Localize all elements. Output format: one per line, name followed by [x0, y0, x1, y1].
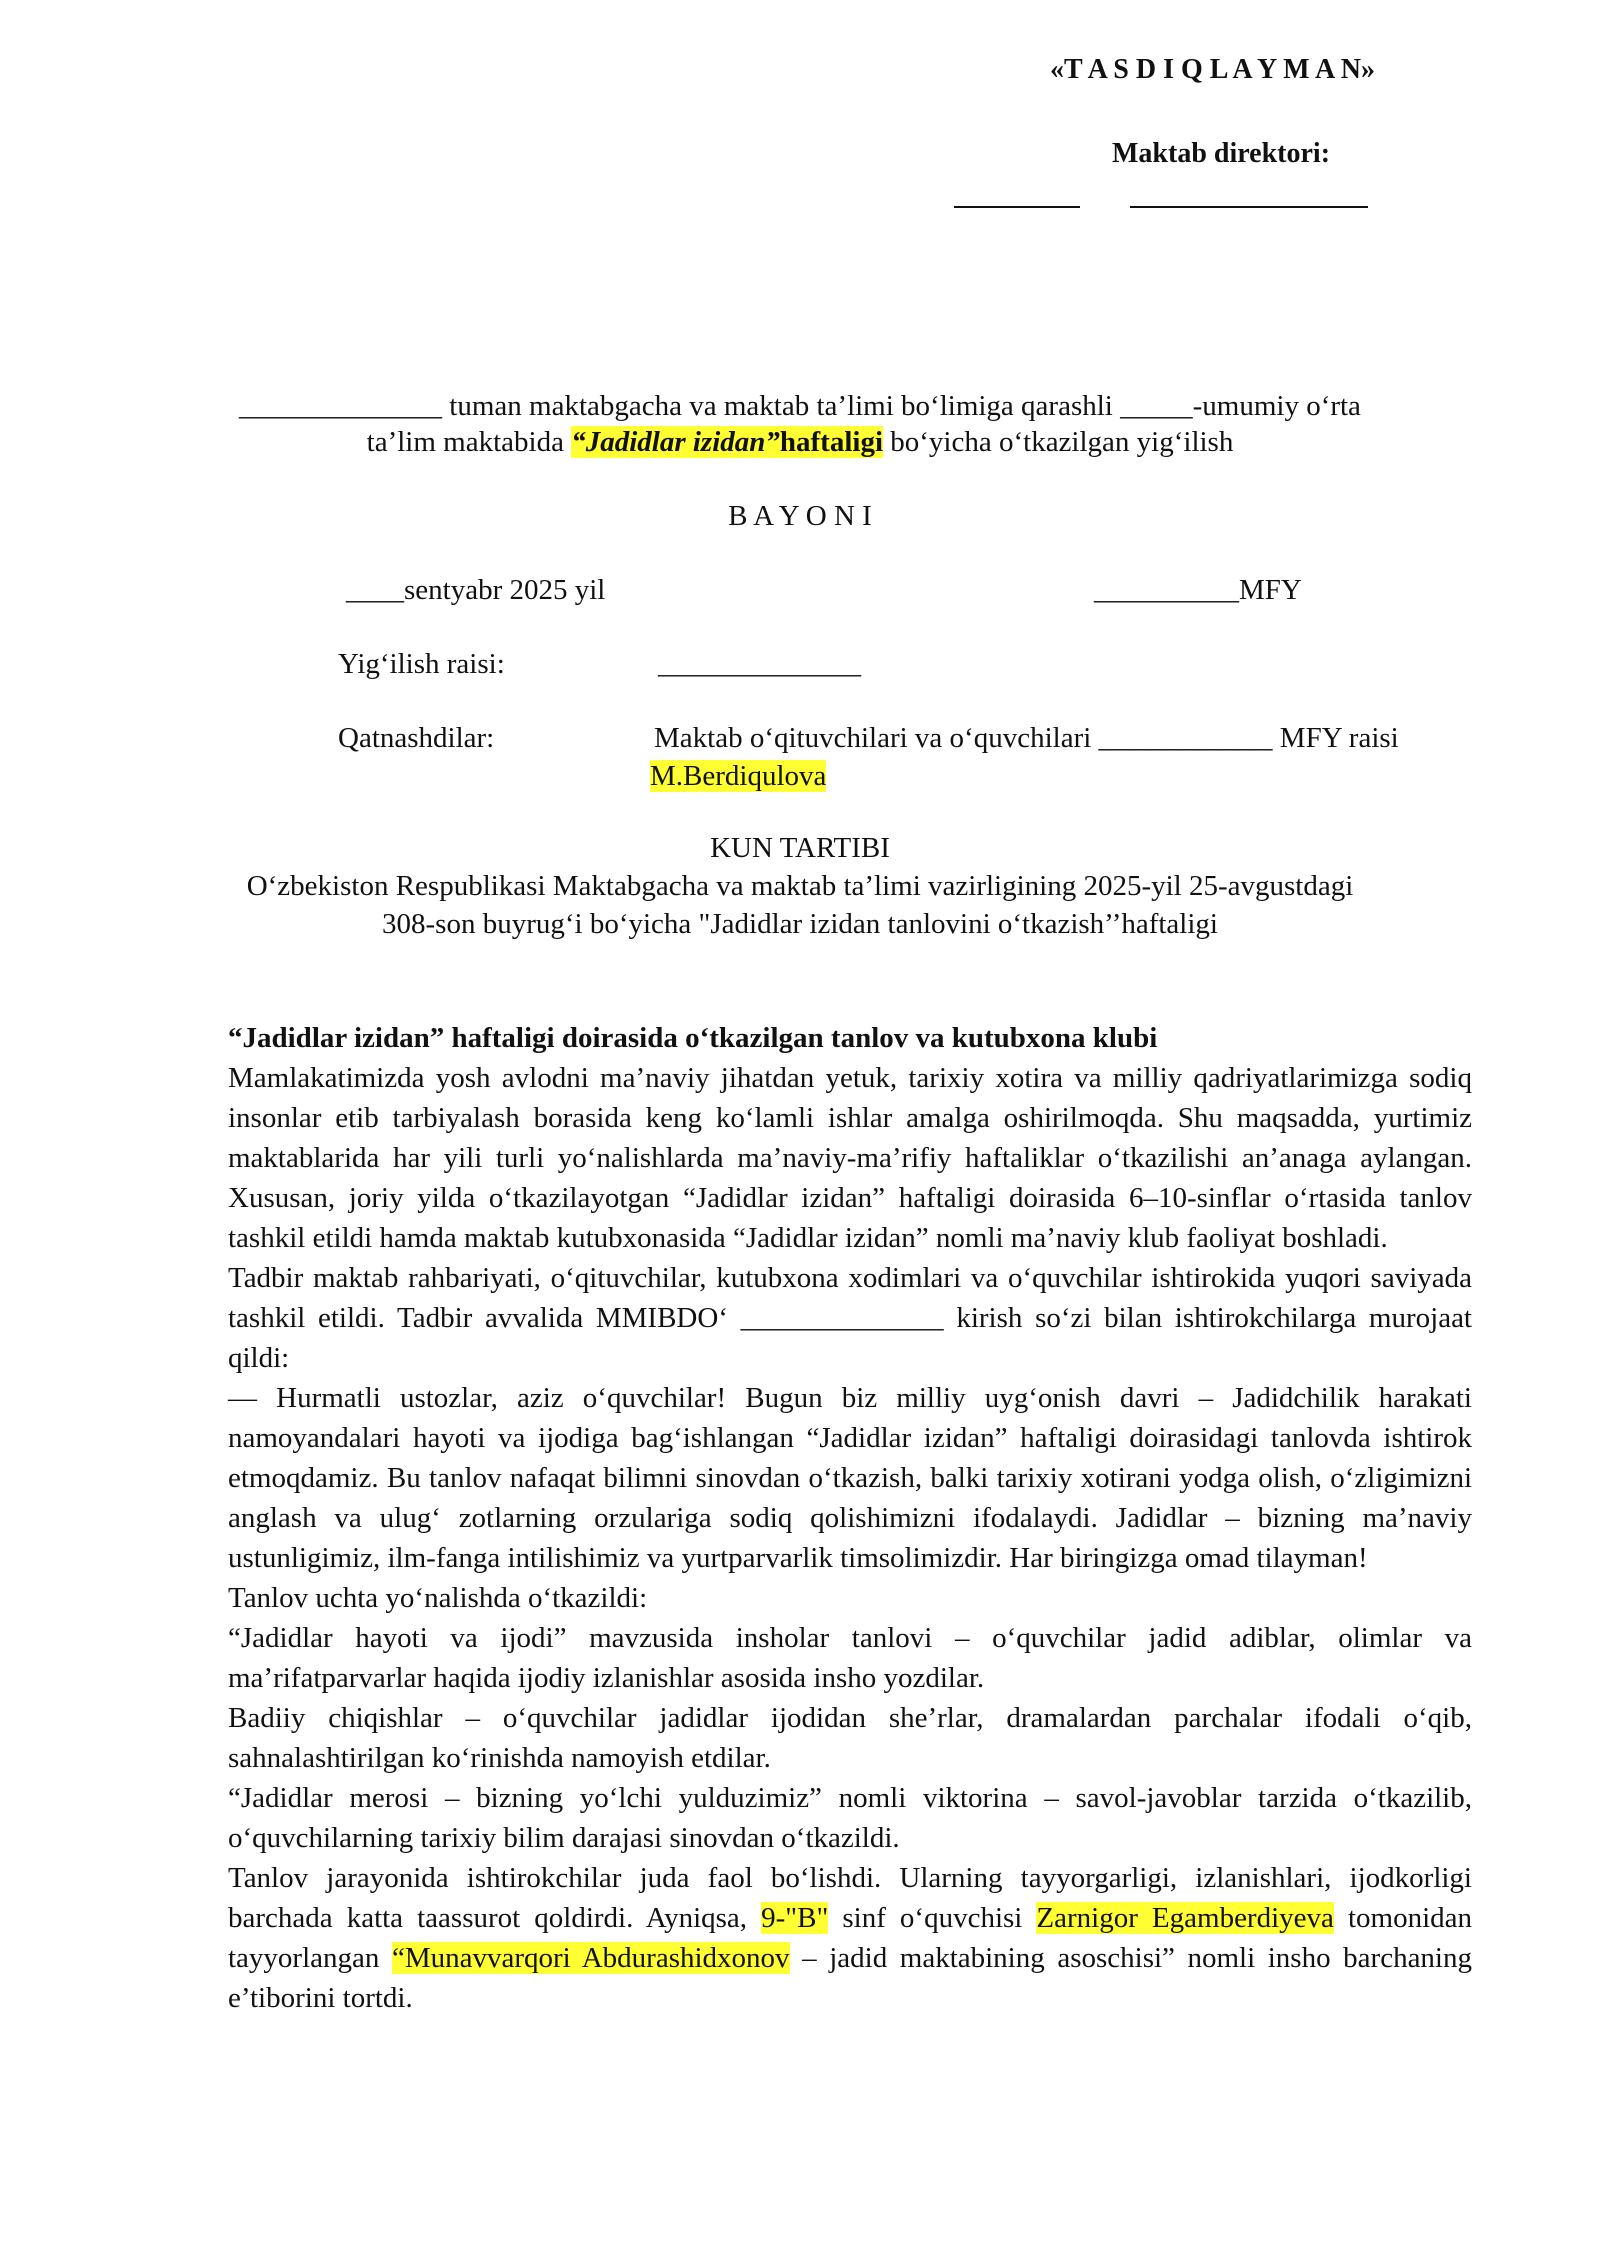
director-name-line: [1130, 206, 1368, 208]
agenda-heading: KUN TARTIBI: [710, 832, 890, 864]
chair-blank: ______________: [658, 648, 861, 680]
chair-label: Yig‘ilish raisi:: [338, 648, 505, 680]
paragraph-speech: — Hurmatli ustozlar, aziz o‘quvchilar! Bugun biz milliy uyg‘onish davri – Jadidchilik harakati namoyandalari hayoti va ijodiga bag‘ishlangan “Jadidlar izidan” haftaligi doirasidagi tanlovda ishtirok etmoqdamiz. Bu tanlov nafaqat bilimni sinovdan o‘tkazish, balki tarixiy xotirani yodga olish, o‘zligimizni anglash va ulug‘ zotlarning orzulariga sodiq qolishimizni ifodalaydi. Jadidlar – bizning ma’naviy ustunligimiz, ilm-fanga intilishimiz va yurtparvarlik timsolimizdir. Har biringizga omad tilayman!: [228, 1382, 1472, 1574]
signature-line: [954, 206, 1080, 208]
paragraph-results: Tanlov jarayonida ishtirokchilar juda faol bo‘lishdi. Ularning tayyorgarligi, izlanishlari, ijodkorligi barchada katta taassurot qoldirdi. Ayniqsa, 9-"B" sinf o‘quvchisi Zarnigor Egamberdiyeva tomonidan tayyorlangan “Munavvarqori Abdurashidxonov – jadid maktabining asoschisi” nomli insho barchaning e’tiborini tortdi.: [228, 1862, 1473, 2014]
agenda-line-2: 308-son buyrug‘i bo‘yicha "Jadidlar izidan tanlovini o‘tkazish’’haftaligi: [382, 908, 1218, 940]
paragraph-quiz: “Jadidlar merosi – bizning yo‘lchi yulduzimiz” nomli viktorina – savol-javoblar tarzida o‘tkazilib, o‘quvchilarning tarixiy bilim darajasi sinovdan o‘tkazildi.: [228, 1782, 1472, 1854]
meeting-date: ____sentyabr 2025 yil: [346, 574, 606, 606]
document-title: B A Y O N I: [728, 500, 872, 532]
district-blank: ______________: [239, 390, 443, 422]
paragraph-essays: “Jadidlar hayoti va ijodi” mavzusida insholar tanlovi – o‘quvchilar jadid adiblar, olimlar va ma’rifatparvarlar haqida ijodiy izlanishlar asosida insho yozdilar.: [228, 1622, 1472, 1694]
paragraph-performances: Badiiy chiqishlar – o‘quvchilar jadidlar ijodidan she’rlar, dramalardan parchalar ifodali o‘qib, sahnalashtirilgan ko‘rinishda namoyish etdilar.: [228, 1702, 1472, 1774]
mfy-field: __________MFY: [1094, 574, 1302, 606]
report-body: [228, 1018, 1472, 2018]
agenda-line-1: O‘zbekiston Respublikasi Maktabgacha va maktab ta’limi vazirligining 2025-yil 25-avgustdagi: [246, 870, 1354, 902]
participant-name: M.Berdiqulova: [650, 760, 827, 792]
participants-label: Qatnashdilar:: [338, 722, 495, 754]
student-highlight: Zarnigor Egamberdiyeva: [1036, 1902, 1334, 1934]
participants-text: Maktab o‘qituvchilari va o‘quvchilari ____________ MFY raisi: [654, 722, 1399, 754]
school-number-blank: _____: [1120, 390, 1193, 422]
paragraph-event: Tadbir maktab rahbariyati, o‘qituvchilar, kutubxona xodimlari va o‘quvchilar ishtirokida yuqori saviyada tashkil etildi. Tadbir avvalida MMIBDO‘ ______________ kirish so‘zi bilan ishtirokchilarga murojaat qildi:: [228, 1262, 1472, 1374]
paragraph-intro: Mamlakatimizda yosh avlodni ma’naviy jihatdan yetuk, tarixiy xotira va milliy qadriyatlarimizga sodiq insonlar etib tarbiyalash borasida keng ko‘lamli ishlar amalga oshirilmoqda. Shu maqsadda, yurtimiz maktablarida har yili turli yo‘nalishlarda ma’naviy-ma’rifiy haftaliklar o‘tkazilishi an’anaga aylangan. Xususan, joriy yilda o‘tkazilayotgan “Jadidlar izidan” haftaligi doirasida 6–10-sinflar o‘rtasida tanlov tashkil etildi hamda maktab kutubxonasida “Jadidlar izidan” nomli ma’naviy klub faoliyat boshladi.: [228, 1062, 1472, 1254]
title-line-2: ta’lim maktabida “Jadidlar izidan”haftaligi bo‘yicha o‘tkazilgan yig‘ilish: [366, 426, 1234, 458]
director-label: Maktab direktori:: [1112, 138, 1331, 169]
title-line-1: ______________ tuman maktabgacha va maktab ta’limi bo‘limiga qarashli _____-umumiy o‘rta: [239, 390, 1361, 422]
essay-title-highlight: “Munavvarqori Abdurashidxonov: [391, 1942, 790, 1974]
speaker-blank: ______________: [740, 1302, 944, 1334]
approval-stamp: «T A S D I Q L A Y M A N»: [1050, 54, 1375, 85]
section-heading: “Jadidlar izidan” haftaligi doirasida o‘tkazilgan tanlov va kutubxona klubi: [228, 1022, 1158, 1054]
week-name-highlight: “Jadidlar izidan”: [571, 426, 780, 458]
paragraph-directions: Tanlov uchta yo‘nalishda o‘tkazildi:: [228, 1582, 648, 1614]
class-highlight: 9-"B": [761, 1902, 829, 1934]
